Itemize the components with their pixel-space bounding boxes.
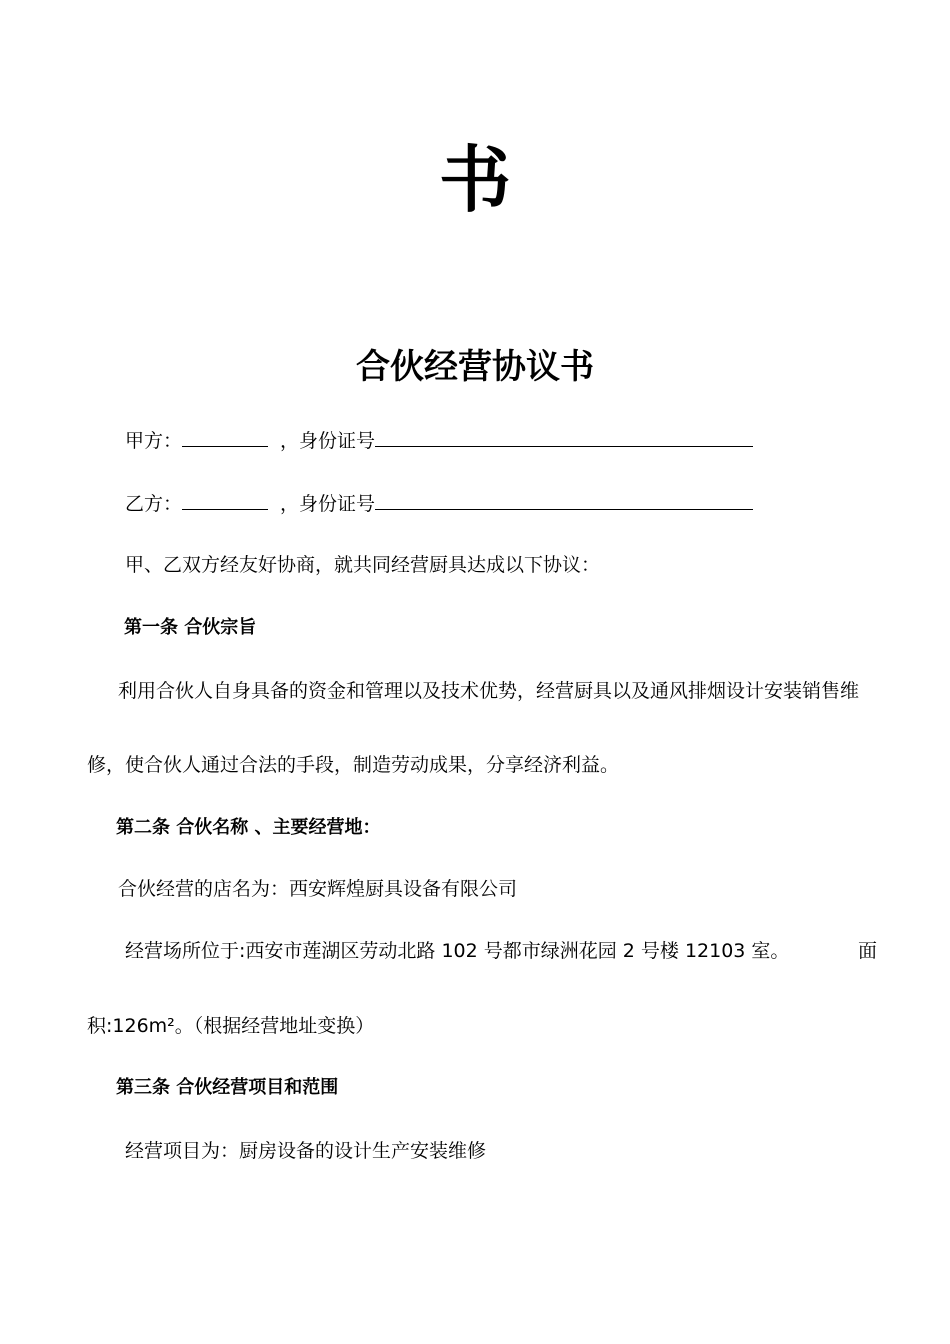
header-character: 书 [438, 138, 511, 222]
article-2-location-text: 经营场所位于:西安市莲湖区劳动北路 102 号都市绿洲花园 2 号楼 12103 室。 [125, 940, 790, 962]
party-a-id-blank [375, 426, 753, 447]
article-1-heading: 第一条 合伙宗旨 [124, 617, 257, 638]
party-b-id-label: ，身份证号 [280, 493, 376, 515]
party-b-id-blank [375, 489, 753, 510]
party-a-name-blank [182, 426, 268, 447]
party-b-label: 乙方： [125, 493, 183, 515]
party-b-name-blank [182, 489, 268, 510]
party-a-id-label: ，身份证号 [280, 430, 376, 452]
article-3-heading: 第三条 合伙经营项目和范围 [116, 1077, 339, 1098]
document-title: 合伙经营协议书 [356, 347, 594, 387]
article-2-location-line-2: 积:126m²。（根据经营地址变换） [87, 1015, 375, 1037]
party-b-line [125, 489, 753, 518]
article-2-location-trailing: 面 [857, 940, 877, 962]
article-2-location-line-1 [125, 937, 877, 965]
intro-paragraph: 甲、乙双方经友好协商，就共同经营厨具达成以下协议： [125, 554, 601, 576]
article-1-text-line-1: 利用合伙人自身具备的资金和管理以及技术优势，经营厨具以及通风排烟设计安装销售维 [118, 680, 860, 702]
article-1-text-line-2: 修，使合伙人通过合法的手段，制造劳动成果，分享经济利益。 [87, 754, 620, 776]
article-2-store-name: 合伙经营的店名为：西安辉煌厨具设备有限公司 [118, 878, 518, 900]
party-a-line [125, 426, 753, 455]
article-2-heading: 第二条 合伙名称 、主要经营地： [116, 817, 381, 838]
article-3-scope: 经营项目为：厨房设备的设计生产安装维修 [125, 1140, 487, 1162]
party-a-label: 甲方： [125, 430, 183, 452]
